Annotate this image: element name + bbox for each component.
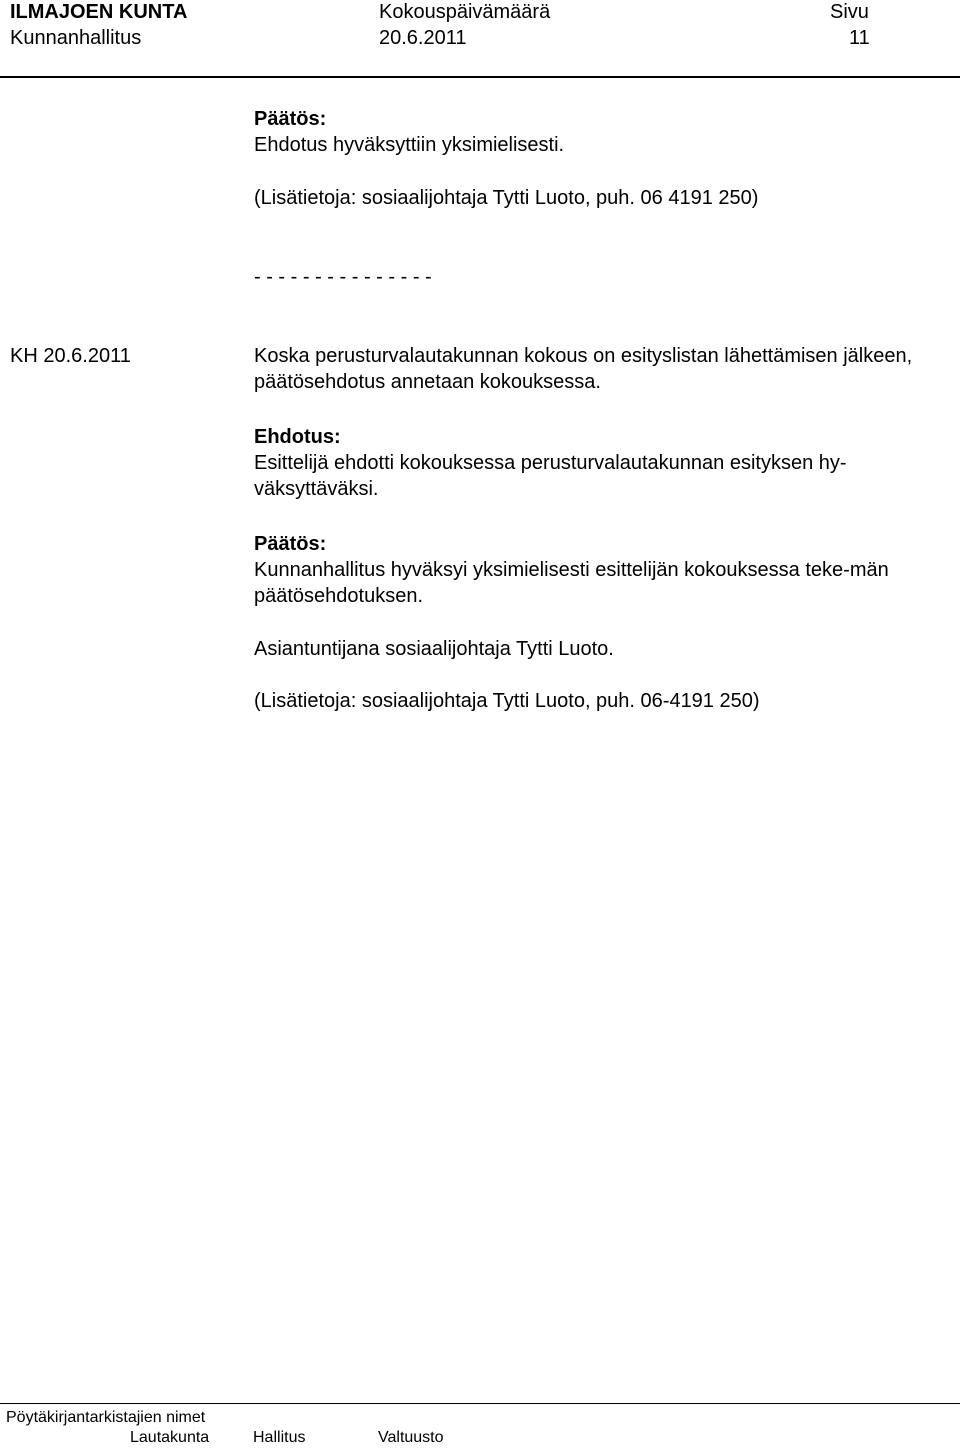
decision-block-1 (254, 106, 944, 158)
board-name: Kunnanhallitus (10, 27, 142, 49)
kh-reference: KH 20.6.2011 (10, 345, 131, 367)
page-number: 11 (849, 27, 870, 49)
section-separator: - - - - - - - - - - - - - - - (254, 266, 432, 288)
decision-label: Päätös: (254, 533, 327, 555)
decision-text: Ehdotus hyväksyttiin yksimielisesti. (254, 134, 565, 156)
meeting-date-value: 20.6.2011 (379, 27, 467, 49)
footer-title: Pöytäkirjantarkistajien nimet (6, 1409, 206, 1426)
footer-col-committee: Lautakunta (130, 1429, 210, 1446)
footer-divider (0, 1403, 960, 1404)
contact-info-2: (Lisätietoja: sosiaalijohtaja Tytti Luoto, puh. 06-4191 250) (254, 690, 760, 712)
expert-line: Asiantuntijana sosiaalijohtaja Tytti Luoto. (254, 638, 614, 660)
proposal-block (254, 424, 954, 502)
intro-paragraph: Koska perusturvalautakunnan kokous on esityslistan lähettämisen jälkeen, päätösehdotus annetaan kokouksessa. (254, 345, 913, 393)
proposal-label: Ehdotus: (254, 426, 341, 448)
meeting-date-label: Kokouspäivämäärä (379, 1, 551, 23)
footer-col-council: Valtuusto (378, 1429, 444, 1446)
decision-text: Kunnanhallitus hyväksyi yksimielisesti esittelijän kokouksessa teke-män päätösehdotuksen. (254, 559, 889, 607)
proposal-text: Esittelijä ehdotti kokouksessa perusturvalautakunnan esityksen hy-väksyttäväksi. (254, 452, 847, 500)
decision-label: Päätös: (254, 108, 327, 130)
contact-info-1: (Lisätietoja: sosiaalijohtaja Tytti Luoto, puh. 06 4191 250) (254, 187, 759, 209)
header-divider (0, 76, 960, 78)
decision-block-2 (254, 531, 954, 609)
footer-col-board: Hallitus (253, 1429, 306, 1446)
page-label: Sivu (830, 1, 869, 23)
organization-name: ILMAJOEN KUNTA (10, 1, 188, 23)
